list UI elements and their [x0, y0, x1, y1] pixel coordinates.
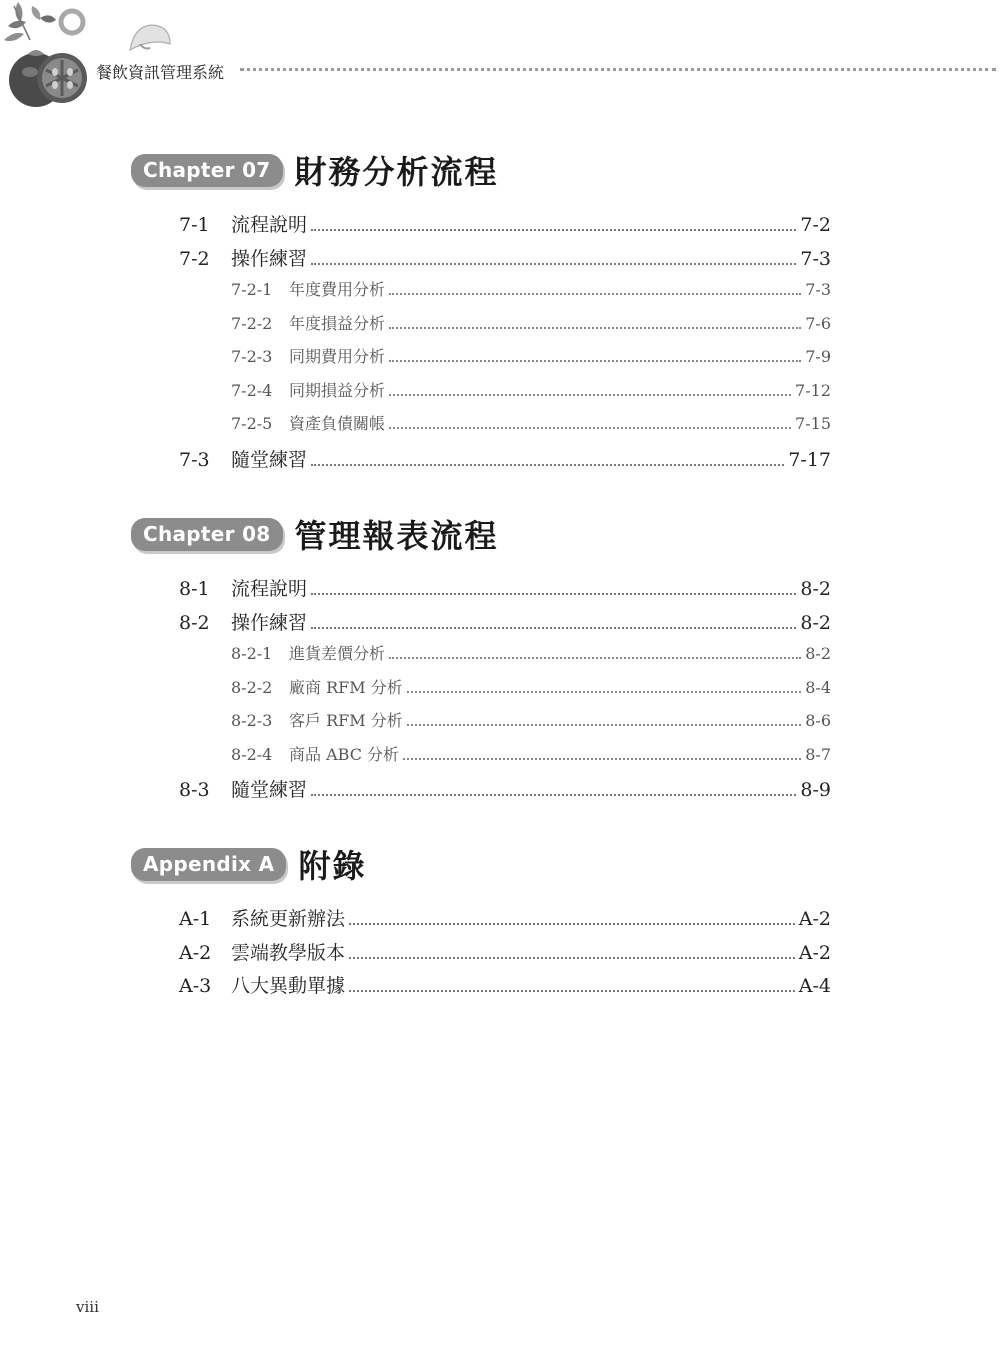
chapter-badge: Appendix A — [131, 848, 286, 881]
entry-label: 系統更新辦法 — [231, 908, 346, 930]
entry-number: 7-2-2 — [231, 313, 273, 333]
toc-entry[interactable] — [131, 604, 831, 638]
toc-entries — [131, 206, 831, 474]
dot-leader — [389, 327, 801, 329]
dot-leader — [311, 794, 796, 796]
chapter-title: 附錄 — [298, 847, 367, 885]
entry-label: 八大異動單據 — [231, 975, 346, 997]
entry-label: 年度費用分析 — [289, 280, 386, 299]
toc-entry[interactable] — [131, 771, 831, 805]
entry-page: 7-2 — [800, 214, 831, 236]
toc-entries — [131, 900, 831, 1001]
toc-entry[interactable] — [131, 240, 831, 274]
dot-leader — [403, 758, 801, 760]
chapter-heading — [131, 842, 831, 886]
toc-entry[interactable] — [131, 441, 831, 475]
dot-leader — [407, 691, 802, 693]
chapter-heading — [131, 148, 831, 192]
entry-page: 8-4 — [805, 677, 831, 697]
appendix-a-section — [131, 842, 831, 1001]
toc-subentry[interactable] — [131, 738, 831, 772]
entry-number: 7-2-4 — [231, 380, 273, 400]
entry-page: 8-2 — [800, 611, 831, 634]
entry-number: 7-2-1 — [231, 280, 273, 299]
entry-number: 8-2-4 — [231, 744, 273, 764]
entry-number: 8-3 — [179, 779, 210, 801]
dot-leader — [389, 293, 801, 295]
toc-entry[interactable] — [131, 934, 831, 968]
entry-number: 8-1 — [179, 578, 210, 600]
dot-leader — [311, 593, 796, 595]
dot-leader — [311, 263, 796, 265]
dot-leader — [389, 360, 801, 362]
entry-page: 7-15 — [795, 414, 831, 433]
entry-label: 資產負債關帳 — [289, 414, 386, 433]
entry-page: 7-3 — [800, 247, 831, 270]
toc-entry[interactable] — [131, 900, 831, 934]
entry-page: 7-6 — [805, 313, 831, 333]
dot-leader — [389, 427, 791, 429]
entry-label: 同期費用分析 — [289, 347, 386, 366]
entry-page: 7-12 — [795, 380, 831, 400]
dot-leader — [311, 229, 796, 231]
toc-subentry[interactable] — [131, 374, 831, 408]
entry-page: 8-6 — [805, 711, 831, 730]
chapter-title: 財務分析流程 — [294, 153, 499, 191]
dot-leader — [311, 464, 784, 466]
chapter-08-section — [131, 512, 831, 805]
dot-leader — [349, 957, 795, 959]
toc-subentry[interactable] — [131, 704, 831, 738]
chapter-heading — [131, 512, 831, 556]
entry-page: 7-3 — [805, 280, 831, 299]
entry-label: 同期損益分析 — [289, 380, 386, 400]
toc-entries — [131, 570, 831, 805]
toc-subentry[interactable] — [131, 273, 831, 307]
entry-number: 8-2-2 — [231, 677, 273, 697]
toc-subentry[interactable] — [131, 340, 831, 374]
entry-number: 7-2 — [179, 247, 210, 270]
entry-label: 隨堂練習 — [231, 779, 308, 801]
chapter-title: 管理報表流程 — [294, 517, 499, 555]
toc-entry[interactable] — [131, 206, 831, 240]
chapter-badge: Chapter 08 — [131, 518, 283, 551]
toc-entry[interactable] — [131, 570, 831, 604]
entry-number: 7-2-3 — [231, 347, 273, 366]
toc-subentry[interactable] — [131, 407, 831, 441]
entry-label: 商品 ABC 分析 — [289, 744, 400, 764]
entry-number: 7-2-5 — [231, 414, 273, 433]
entry-page: 7-17 — [788, 448, 831, 471]
dot-leader — [389, 394, 791, 396]
entry-number: A-3 — [179, 975, 212, 997]
dot-leader — [407, 724, 802, 726]
dot-leader — [349, 923, 795, 925]
dot-leader — [311, 627, 796, 629]
entry-number: 8-2-1 — [231, 644, 273, 663]
entry-number: 7-3 — [179, 448, 210, 471]
entry-page: 8-9 — [800, 779, 831, 801]
entry-label: 客戶 RFM 分析 — [289, 711, 403, 730]
entry-label: 隨堂練習 — [231, 448, 308, 471]
entry-number: 8-2-3 — [231, 711, 273, 730]
chapter-07-section — [131, 148, 831, 474]
entry-page: A-4 — [798, 975, 831, 997]
mushroom-icon — [126, 20, 174, 54]
vegetable-logo-icon — [0, 0, 100, 110]
toc-subentry[interactable] — [131, 671, 831, 705]
dot-leader — [349, 990, 795, 992]
entry-label: 廠商 RFM 分析 — [289, 677, 403, 697]
entry-number: A-2 — [179, 941, 212, 964]
entry-label: 進貨差價分析 — [289, 644, 386, 663]
page-header — [0, 0, 1000, 110]
entry-label: 操作練習 — [231, 611, 308, 634]
entry-page: 8-2 — [800, 578, 831, 600]
entry-label: 流程說明 — [231, 578, 308, 600]
entry-label: 操作練習 — [231, 247, 308, 270]
header-dotted-rule — [240, 68, 996, 71]
entry-page: 8-7 — [805, 744, 831, 764]
entry-number: A-1 — [179, 908, 212, 930]
entry-page: 8-2 — [805, 644, 831, 663]
entry-label: 雲端教學版本 — [231, 941, 346, 964]
entry-label: 年度損益分析 — [289, 313, 386, 333]
toc-subentry[interactable] — [131, 307, 831, 341]
entry-page: A-2 — [798, 941, 831, 964]
entry-number: 8-2 — [179, 611, 210, 634]
page-number: viii — [76, 1298, 99, 1316]
toc-subentry[interactable] — [131, 637, 831, 671]
entry-page: A-2 — [798, 908, 831, 930]
entry-page: 7-9 — [805, 347, 831, 366]
toc-entry[interactable] — [131, 967, 831, 1001]
entry-number: 7-1 — [179, 214, 210, 236]
entry-label: 流程說明 — [231, 214, 308, 236]
chapter-badge: Chapter 07 — [131, 154, 283, 187]
book-title: 餐飲資訊管理系統 — [96, 63, 225, 82]
dot-leader — [389, 657, 801, 659]
